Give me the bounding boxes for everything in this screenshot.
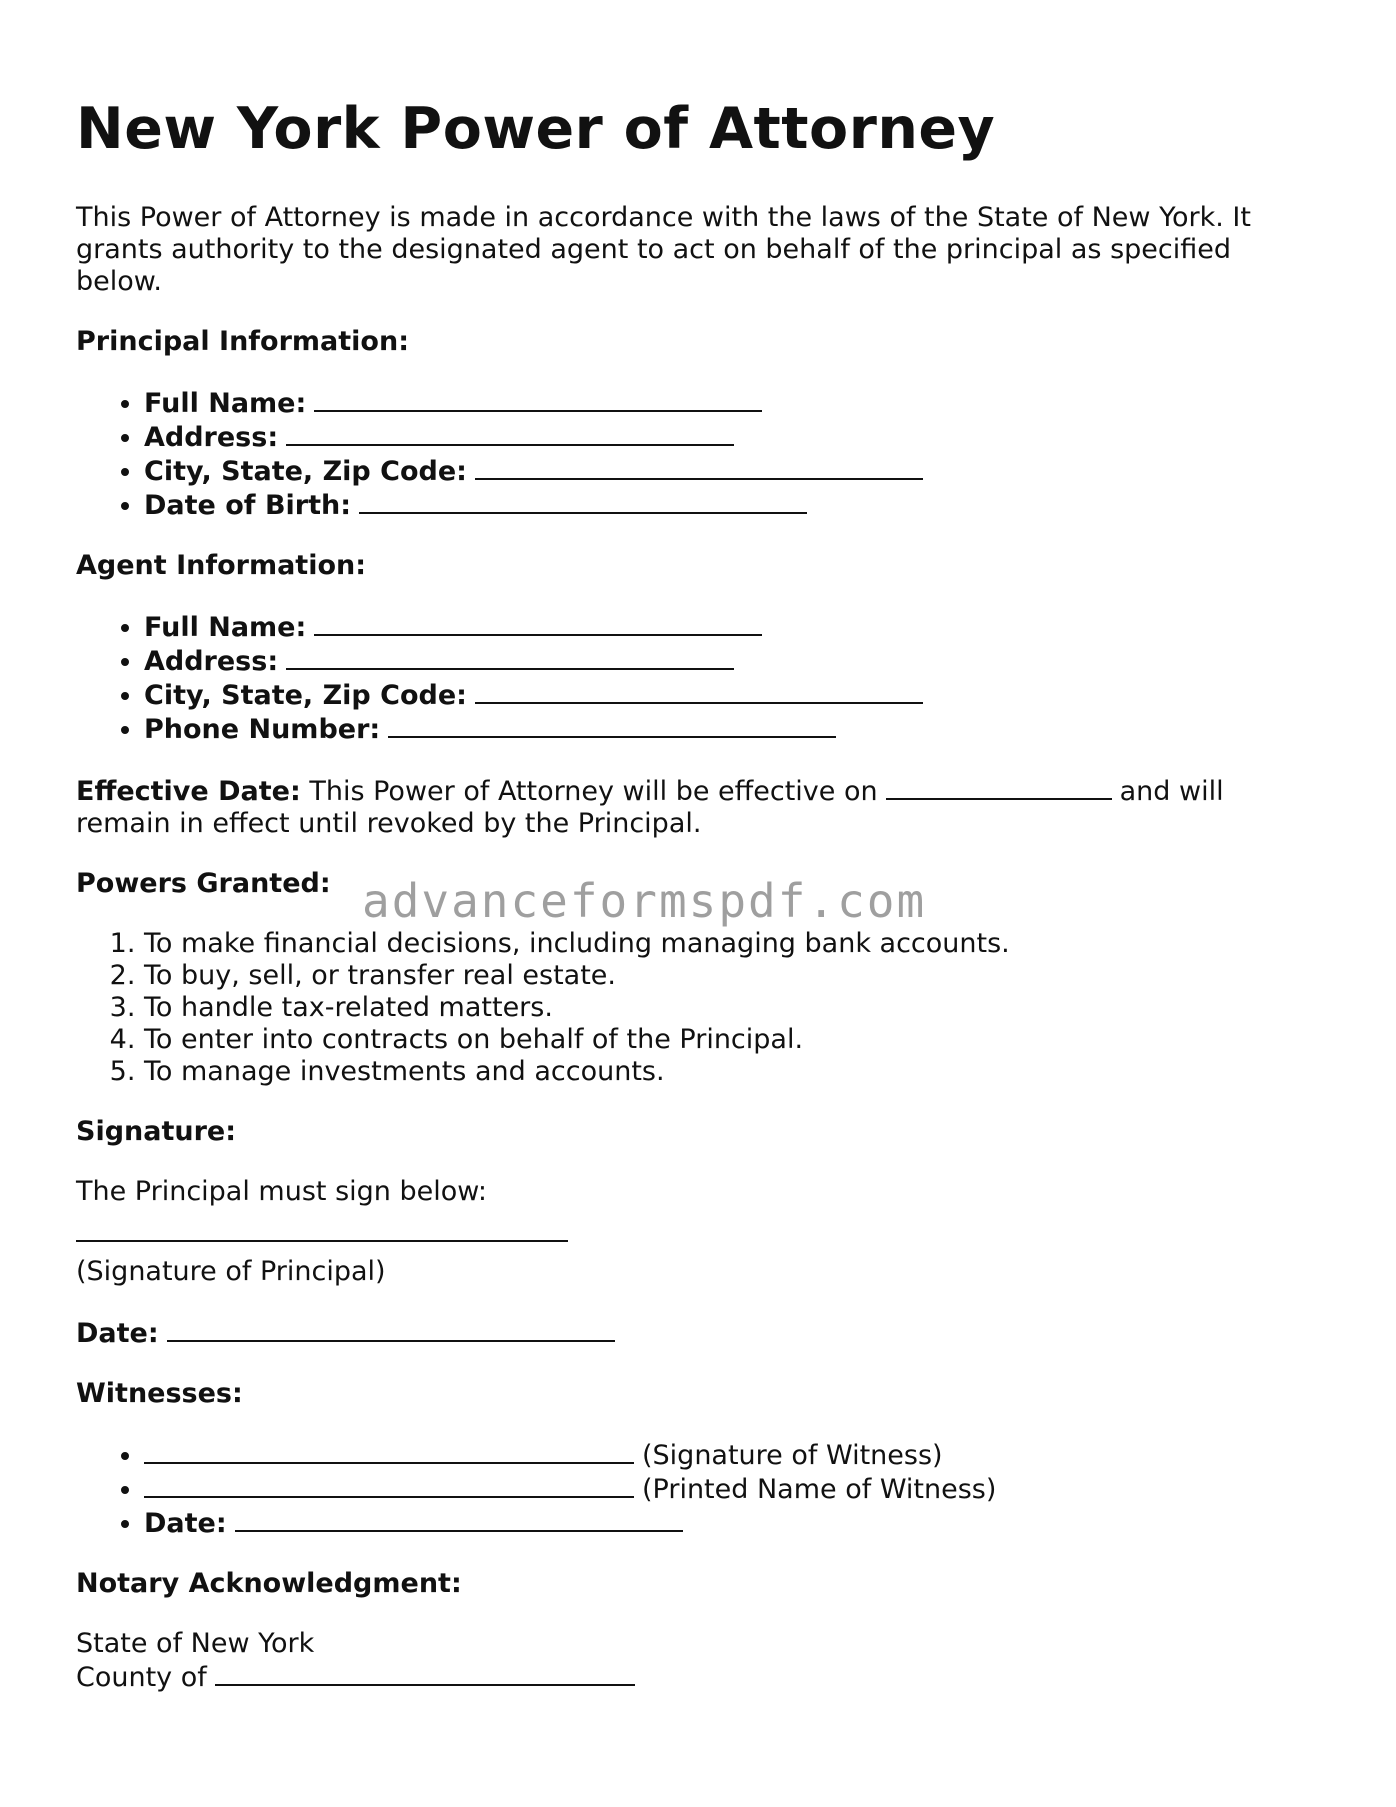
principal-signature-line[interactable] <box>76 1238 568 1242</box>
notary-heading: Notary Acknowledgment: <box>76 1568 462 1599</box>
power-item: 1. To make financial decisions, including managing bank accounts. <box>144 928 1326 960</box>
notary-state: State of New York <box>76 1628 315 1659</box>
effective-date-label: Effective Date: <box>76 776 301 807</box>
principal-full-name-field[interactable]: • Full Name: <box>144 386 1326 420</box>
principal-signature-caption: (Signature of Principal) <box>76 1256 386 1287</box>
effective-date-text-after: and will remain in effect until revoked by the Principal. <box>76 776 1224 839</box>
blank-line[interactable] <box>167 1316 615 1342</box>
document-title: New York Power of Attorney <box>76 96 996 162</box>
principal-heading: Principal Information: <box>76 326 410 357</box>
agent-address-field[interactable]: • Address: <box>144 644 1326 678</box>
agent-city-state-zip-field[interactable]: • City, State, Zip Code: <box>144 678 1326 712</box>
notary-county-field[interactable]: County of <box>76 1660 1326 1694</box>
principal-address-field[interactable]: • Address: <box>144 420 1326 454</box>
blank-line[interactable] <box>286 644 734 670</box>
witness-date-field[interactable]: • Date: <box>144 1506 1326 1540</box>
blank-line[interactable] <box>235 1506 683 1532</box>
effective-date-blank[interactable] <box>886 774 1112 800</box>
agent-fields <box>76 610 1326 746</box>
witnesses-heading: Witnesses: <box>76 1378 243 1409</box>
principal-fields <box>76 386 1326 522</box>
blank-line[interactable] <box>215 1660 635 1686</box>
signature-date-field[interactable]: Date: <box>76 1316 1326 1350</box>
agent-full-name-field[interactable]: • Full Name: <box>144 610 1326 644</box>
blank-line[interactable] <box>475 454 923 480</box>
signature-heading: Signature: <box>76 1116 237 1147</box>
intro-paragraph: This Power of Attorney is made in accordance with the laws of the State of New York. It grants authority to the designated agent to act on behalf of the principal as specified below. <box>76 202 1251 297</box>
watermark-text: advanceformspdf.com <box>362 874 927 928</box>
blank-line[interactable] <box>144 1472 634 1498</box>
blank-line[interactable] <box>314 386 762 412</box>
agent-heading: Agent Information: <box>76 550 367 581</box>
power-item: 5. To manage investments and accounts. <box>144 1056 1326 1088</box>
blank-line[interactable] <box>314 610 762 636</box>
power-item: 2. To buy, sell, or transfer real estate. <box>144 960 1326 992</box>
witness-name-field[interactable]: • (Printed Name of Witness) <box>144 1472 1326 1506</box>
blank-line[interactable] <box>359 488 807 514</box>
signature-instruction: The Principal must sign below: <box>76 1176 487 1207</box>
document-page <box>76 96 1326 1694</box>
powers-heading: Powers Granted: <box>76 868 331 899</box>
witnesses-list <box>76 1438 1326 1540</box>
effective-date-paragraph <box>76 774 1326 840</box>
powers-list <box>76 928 1326 1088</box>
principal-date-of-birth-field[interactable]: • Date of Birth: <box>144 488 1326 522</box>
principal-city-state-zip-field[interactable]: • City, State, Zip Code: <box>144 454 1326 488</box>
blank-line[interactable] <box>475 678 923 704</box>
blank-line[interactable] <box>144 1438 634 1464</box>
effective-date-text-before: This Power of Attorney will be effective on <box>309 776 878 807</box>
blank-line[interactable] <box>388 712 836 738</box>
agent-phone-number-field[interactable]: • Phone Number: <box>144 712 1326 746</box>
power-item: 4. To enter into contracts on behalf of the Principal. <box>144 1024 1326 1056</box>
power-item: 3. To handle tax-related matters. <box>144 992 1326 1024</box>
blank-line[interactable] <box>286 420 734 446</box>
witness-signature-field[interactable]: • (Signature of Witness) <box>144 1438 1326 1472</box>
